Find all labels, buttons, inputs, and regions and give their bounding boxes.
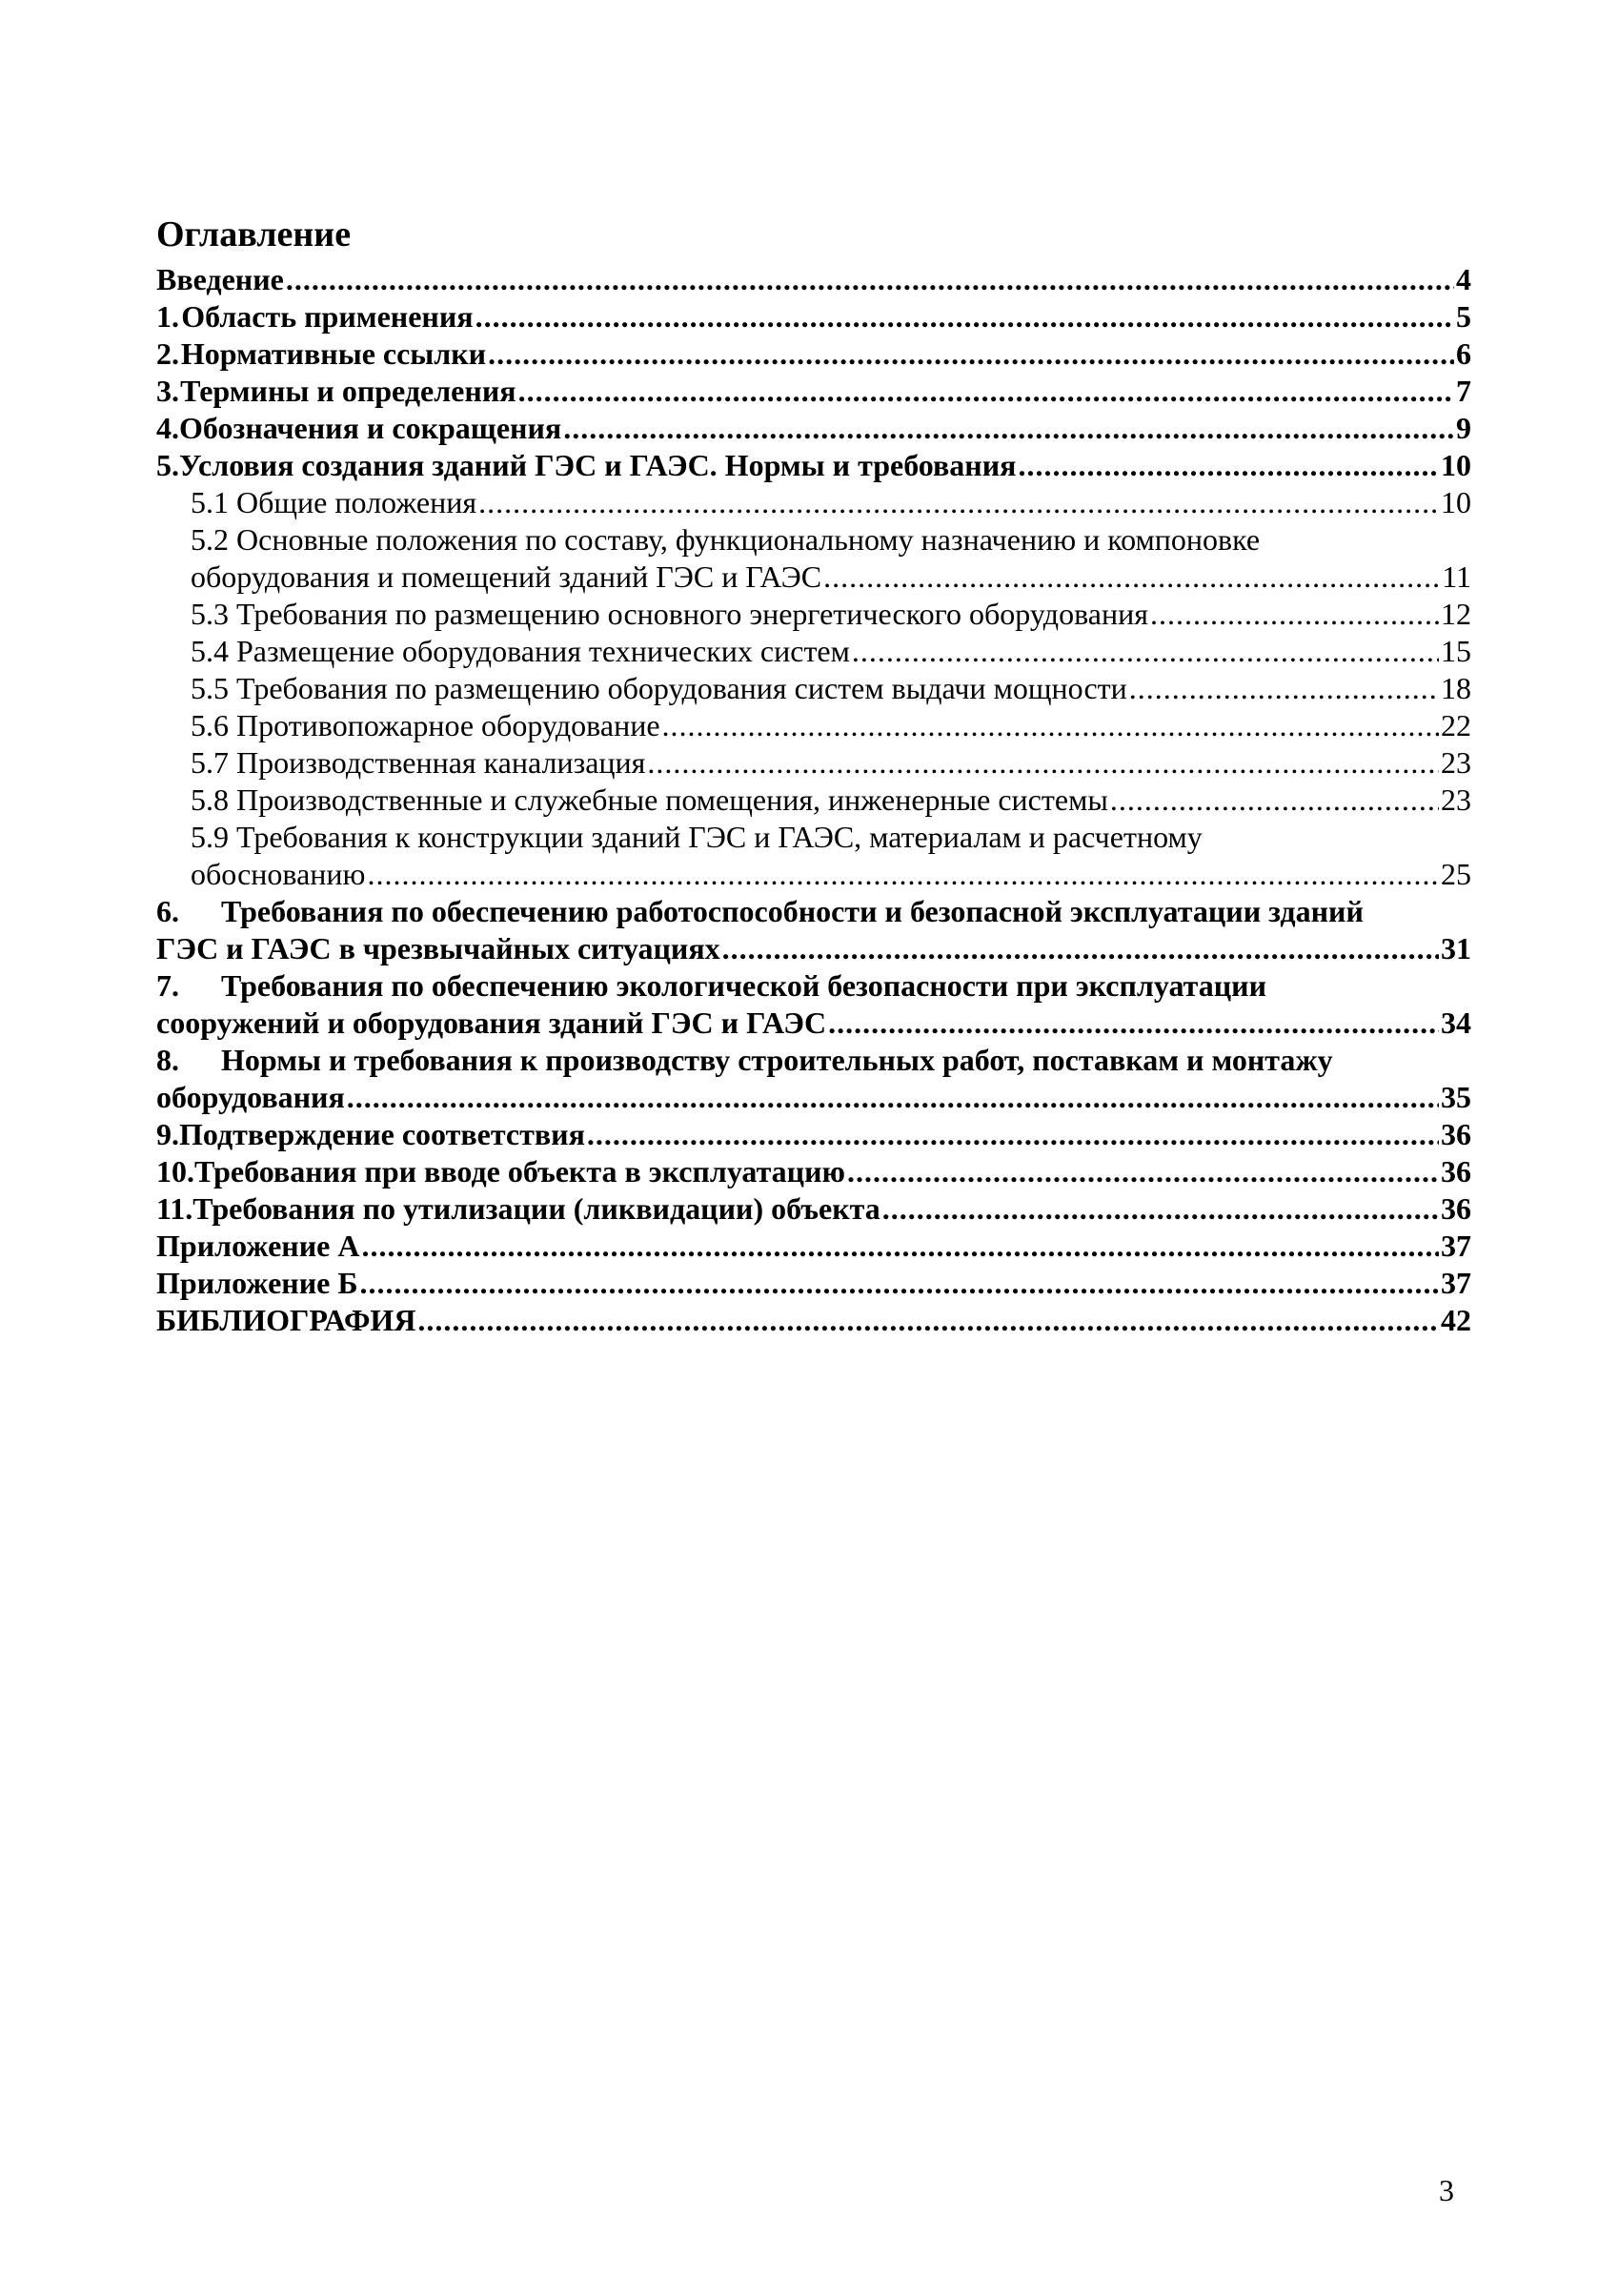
toc-entry[interactable] bbox=[156, 447, 1471, 484]
toc-entry-text: Приложение А bbox=[156, 1229, 360, 1263]
toc-entry[interactable] bbox=[156, 261, 1471, 298]
toc-entry-line bbox=[156, 1005, 1471, 1042]
toc-entry-line bbox=[191, 596, 1471, 633]
toc-entry-line bbox=[156, 447, 1471, 484]
toc-leader-dots bbox=[1110, 782, 1439, 819]
toc-page-number: 31 bbox=[1441, 931, 1471, 965]
toc-entries bbox=[156, 261, 1471, 1339]
toc-entry-text: 5.7 Производственная канализация bbox=[191, 745, 646, 780]
toc-entry-number: 1. bbox=[156, 299, 179, 334]
toc-leader-dots bbox=[478, 484, 1439, 521]
toc-leader-dots bbox=[1150, 596, 1439, 633]
toc-entry[interactable] bbox=[156, 819, 1471, 893]
toc-entry-number: 9. bbox=[156, 1117, 179, 1151]
table-of-contents bbox=[156, 213, 1471, 1339]
toc-page-number: 12 bbox=[1441, 597, 1471, 631]
toc-entry-number: 4. bbox=[156, 411, 179, 445]
toc-leader-dots bbox=[722, 930, 1439, 967]
toc-leader-dots bbox=[518, 373, 1454, 410]
toc-entry-line bbox=[156, 1302, 1471, 1339]
toc-entry-line bbox=[191, 782, 1471, 819]
toc-page-number: 22 bbox=[1441, 708, 1471, 742]
toc-entry[interactable] bbox=[156, 1153, 1471, 1190]
toc-entry[interactable] bbox=[156, 782, 1471, 819]
toc-entry-text: Условия создания зданий ГЭС и ГАЭС. Нормы и требования bbox=[179, 448, 1017, 482]
toc-entry-line bbox=[156, 1265, 1471, 1302]
toc-entry-line bbox=[191, 819, 1471, 856]
toc-leader-dots bbox=[347, 1079, 1439, 1116]
toc-entry[interactable] bbox=[156, 1265, 1471, 1302]
toc-entry-line bbox=[156, 1190, 1471, 1228]
toc-entry-line bbox=[156, 893, 1471, 930]
toc-entry-text: Требования при вводе объекта в эксплуатацию bbox=[194, 1154, 845, 1189]
toc-entry-number: 8. bbox=[156, 1043, 179, 1077]
toc-page-number: 42 bbox=[1441, 1303, 1471, 1337]
toc-leader-dots bbox=[361, 1228, 1439, 1265]
toc-entry-text: Требования по обеспечению работоспособности и безопасной эксплуатации зданий bbox=[221, 894, 1364, 928]
toc-entry-line bbox=[156, 1228, 1471, 1265]
toc-entry-text: БИБЛИОГРАФИЯ bbox=[156, 1303, 416, 1337]
toc-entry-text: Обозначения и сокращения bbox=[179, 411, 562, 445]
toc-entry-line bbox=[156, 335, 1471, 373]
toc-entry-line bbox=[156, 298, 1471, 335]
toc-entry-text: оборудования bbox=[156, 1080, 345, 1114]
toc-entry-text: 5.1 Общие положения bbox=[191, 485, 477, 519]
toc-leader-dots bbox=[662, 707, 1439, 744]
toc-entry-number: 10. bbox=[156, 1154, 194, 1189]
toc-entry-text: Термины и определения bbox=[180, 374, 516, 408]
toc-page-number: 25 bbox=[1441, 857, 1471, 891]
toc-entry-text: 5.2 Основные положения по составу, функциональному назначению и компоновке bbox=[191, 522, 1261, 557]
toc-leader-dots bbox=[488, 335, 1454, 373]
toc-page-number: 15 bbox=[1441, 634, 1471, 668]
toc-entry[interactable] bbox=[156, 1190, 1471, 1228]
toc-leader-dots bbox=[417, 1302, 1439, 1339]
toc-leader-dots bbox=[286, 261, 1454, 298]
toc-entry-text: Введение bbox=[156, 262, 284, 296]
toc-leader-dots bbox=[823, 559, 1440, 596]
toc-page-number: 5 bbox=[1456, 299, 1471, 334]
toc-entry-line bbox=[191, 670, 1471, 707]
toc-entry-line bbox=[156, 1153, 1471, 1190]
toc-entry[interactable] bbox=[156, 410, 1471, 447]
toc-entry-line bbox=[191, 559, 1471, 596]
toc-page-number: 36 bbox=[1441, 1191, 1471, 1226]
toc-entry-line bbox=[156, 410, 1471, 447]
toc-entry-line bbox=[156, 930, 1471, 967]
toc-entry[interactable] bbox=[156, 484, 1471, 521]
toc-entry[interactable] bbox=[156, 1042, 1471, 1116]
toc-entry-line bbox=[156, 967, 1471, 1005]
toc-entry-text: оборудования и помещений зданий ГЭС и ГАЭС bbox=[191, 559, 822, 594]
toc-entry-text: ГЭС и ГАЭС в чрезвычайных ситуациях bbox=[156, 931, 720, 965]
toc-entry-line bbox=[191, 856, 1471, 893]
toc-entry-text: Подтверждение соответствия bbox=[179, 1117, 585, 1151]
toc-page-number: 6 bbox=[1456, 336, 1471, 371]
page-number: 3 bbox=[1439, 2173, 1454, 2207]
toc-entry[interactable] bbox=[156, 893, 1471, 967]
toc-entry[interactable] bbox=[156, 967, 1471, 1042]
toc-entry-text: 5.4 Размещение оборудования технических систем bbox=[191, 634, 850, 668]
toc-entry[interactable] bbox=[156, 633, 1471, 670]
toc-leader-dots bbox=[475, 298, 1454, 335]
toc-page-number: 37 bbox=[1441, 1266, 1471, 1300]
toc-page-number: 36 bbox=[1441, 1117, 1471, 1151]
toc-page-number: 4 bbox=[1456, 262, 1471, 296]
toc-page-number: 9 bbox=[1456, 411, 1471, 445]
toc-entry-text: сооружений и оборудования зданий ГЭС и ГАЭС bbox=[156, 1006, 827, 1040]
toc-page-number: 36 bbox=[1441, 1154, 1471, 1189]
toc-entry-line bbox=[191, 744, 1471, 782]
toc-entry[interactable] bbox=[156, 1302, 1471, 1339]
toc-entry-line bbox=[156, 1079, 1471, 1116]
toc-entry[interactable] bbox=[156, 1116, 1471, 1153]
toc-entry-text: Требования по утилизации (ликвидации) объекта bbox=[192, 1191, 880, 1226]
toc-entry[interactable] bbox=[156, 335, 1471, 373]
toc-entry-line bbox=[191, 484, 1471, 521]
toc-entry-text: 5.3 Требования по размещению основного энергетического оборудования bbox=[191, 597, 1148, 631]
toc-entry-line bbox=[156, 1116, 1471, 1153]
toc-entry[interactable] bbox=[156, 1228, 1471, 1265]
toc-page-number: 35 bbox=[1441, 1080, 1471, 1114]
toc-entry-text: Нормативные ссылки bbox=[180, 336, 487, 371]
toc-entry-text: Область применения bbox=[181, 299, 474, 334]
toc-entry-text: 5.9 Требования к конструкции зданий ГЭС и ГАЭС, материалам и расчетному bbox=[191, 820, 1203, 854]
toc-entry-line bbox=[156, 373, 1471, 410]
toc-leader-dots bbox=[1129, 670, 1439, 707]
toc-leader-dots bbox=[647, 744, 1439, 782]
toc-entry[interactable] bbox=[156, 373, 1471, 410]
toc-page-number: 18 bbox=[1441, 671, 1471, 705]
toc-title: Оглавление bbox=[156, 214, 352, 254]
toc-entry[interactable] bbox=[156, 670, 1471, 707]
toc-entry-number: 11. bbox=[156, 1191, 193, 1226]
toc-leader-dots bbox=[852, 633, 1439, 670]
toc-page-number: 23 bbox=[1441, 745, 1471, 780]
toc-entry-text: обоснованию bbox=[191, 857, 366, 891]
toc-leader-dots bbox=[587, 1116, 1439, 1153]
toc-entry[interactable] bbox=[156, 744, 1471, 782]
toc-entry-line bbox=[191, 707, 1471, 744]
toc-entry[interactable] bbox=[156, 298, 1471, 335]
toc-entry[interactable] bbox=[156, 521, 1471, 596]
toc-leader-dots bbox=[882, 1190, 1439, 1228]
toc-entry-text: 5.5 Требования по размещению оборудования систем выдачи мощности bbox=[191, 671, 1127, 705]
toc-page-number: 10 bbox=[1441, 448, 1471, 482]
toc-entry-number: 2. bbox=[156, 336, 179, 371]
toc-entry-number: 5. bbox=[156, 448, 179, 482]
toc-page-number: 10 bbox=[1441, 485, 1471, 519]
toc-entry-number: 7. bbox=[156, 968, 179, 1003]
toc-page-number: 34 bbox=[1441, 1006, 1471, 1040]
toc-entry-text: 5.6 Противопожарное оборудование bbox=[191, 708, 660, 742]
toc-entry-line bbox=[191, 521, 1471, 559]
toc-entry-line bbox=[191, 633, 1471, 670]
toc-entry[interactable] bbox=[156, 707, 1471, 744]
toc-entry-number: 6. bbox=[156, 894, 179, 928]
toc-leader-dots bbox=[828, 1005, 1439, 1042]
toc-entry-text: 5.8 Производственные и служебные помещения, инженерные системы bbox=[191, 782, 1108, 817]
toc-page-number: 11 bbox=[1442, 559, 1471, 594]
toc-entry-number: 3. bbox=[156, 374, 179, 408]
toc-entry-text: Приложение Б bbox=[156, 1266, 358, 1300]
toc-leader-dots bbox=[1018, 447, 1439, 484]
toc-leader-dots bbox=[360, 1265, 1440, 1302]
toc-leader-dots bbox=[563, 410, 1454, 447]
toc-entry-text: Нормы и требования к производству строительных работ, поставкам и монтажу bbox=[221, 1043, 1333, 1077]
toc-page-number: 7 bbox=[1456, 374, 1471, 408]
toc-entry-text: Требования по обеспечению экологической безопасности при эксплуатации bbox=[221, 968, 1267, 1003]
toc-page-number: 37 bbox=[1441, 1229, 1471, 1263]
toc-leader-dots bbox=[847, 1153, 1439, 1190]
toc-entry-line bbox=[156, 1042, 1471, 1079]
toc-leader-dots bbox=[367, 856, 1439, 893]
toc-page-number: 23 bbox=[1441, 782, 1471, 817]
toc-entry[interactable] bbox=[156, 596, 1471, 633]
toc-entry-line bbox=[156, 261, 1471, 298]
